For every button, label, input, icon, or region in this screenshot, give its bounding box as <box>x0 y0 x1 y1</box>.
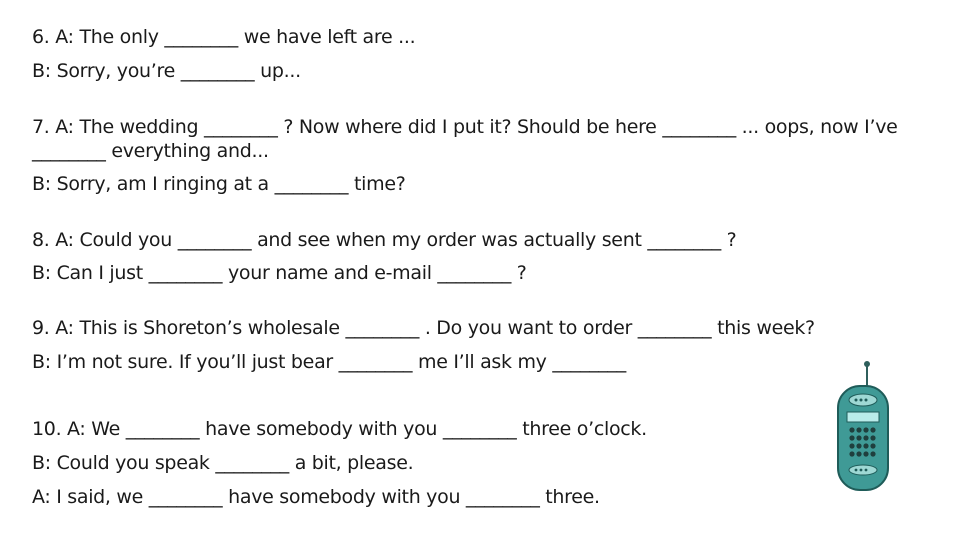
ex6-line-a: 6. A: The only ________ we have left are ... <box>32 26 416 48</box>
ex8-line-a: 8. A: Could you ________ and see when my order was actually sent ________ ? <box>32 229 737 251</box>
mobile-phone-icon <box>834 360 894 492</box>
ex9-line-a: 9. A: This is Shoreton’s wholesale ________ . Do you want to order ________ this week? <box>32 317 815 339</box>
ex10-line-c: A: I said, we ________ have somebody with you ________ three. <box>32 486 600 508</box>
ex6-line-b: B: Sorry, you’re ________ up... <box>32 60 301 82</box>
ex9-line-b: B: I’m not sure. If you’ll just bear ________ me I’ll ask my ________ <box>32 351 626 373</box>
ex7-line-b: B: Sorry, am I ringing at a ________ time? <box>32 173 406 195</box>
ex8-line-b: B: Can I just ________ your name and e-mail ________ ? <box>32 262 527 284</box>
ex10-line-b: B: Could you speak ________ a bit, please. <box>32 452 414 474</box>
ex10-line-a: 10. A: We ________ have somebody with you ________ three o’clock. <box>32 418 647 440</box>
ex7-line-a: 7. A: The wedding ________ ? Now where did I put it? Should be here ________ ... oops, now I’ve ________ everything and... <box>32 116 898 162</box>
